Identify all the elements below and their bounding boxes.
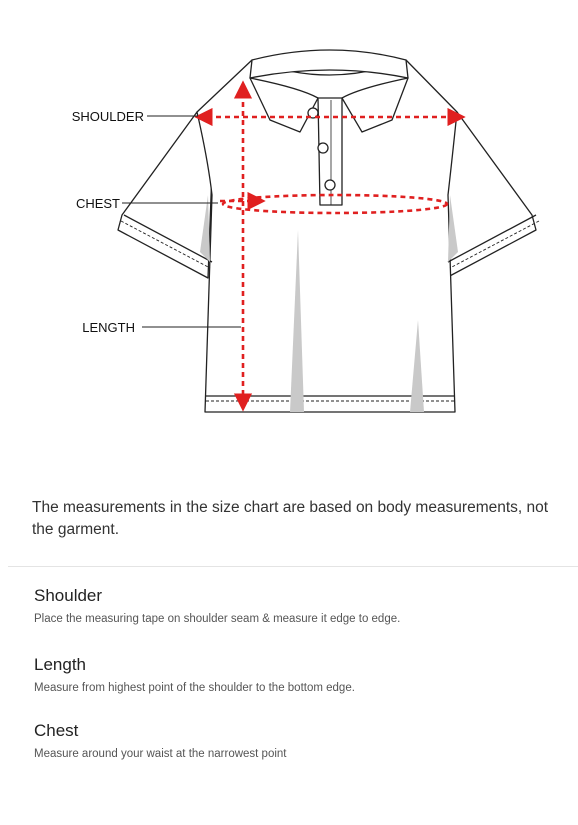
- measurement-description: Measure from highest point of the shoulder to the bottom edge.: [34, 682, 355, 694]
- collar-back: [250, 50, 408, 78]
- measurement-description: Measure around your waist at the narrowest point: [34, 748, 287, 760]
- button: [325, 180, 335, 190]
- size-chart-note: The measurements in the size chart are based on body measurements, not the garment.: [32, 499, 549, 538]
- shoulder-label: SHOULDER: [71, 109, 144, 124]
- measurement-shoulder: [34, 585, 400, 627]
- length-label: LENGTH: [82, 320, 135, 335]
- divider: [8, 566, 578, 567]
- button: [318, 143, 328, 153]
- measurement-chest: [34, 720, 287, 762]
- measurement-title: Chest: [34, 721, 79, 740]
- measurement-title: Length: [34, 655, 86, 674]
- chest-label: CHEST: [75, 196, 120, 211]
- left-sleeve: [118, 112, 212, 278]
- measurement-title: Shoulder: [34, 586, 103, 605]
- measurement-description: Place the measuring tape on shoulder seam & measure it edge to edge.: [34, 613, 401, 625]
- measurement-length: [34, 654, 355, 696]
- polo-shirt-illustration: [118, 50, 539, 412]
